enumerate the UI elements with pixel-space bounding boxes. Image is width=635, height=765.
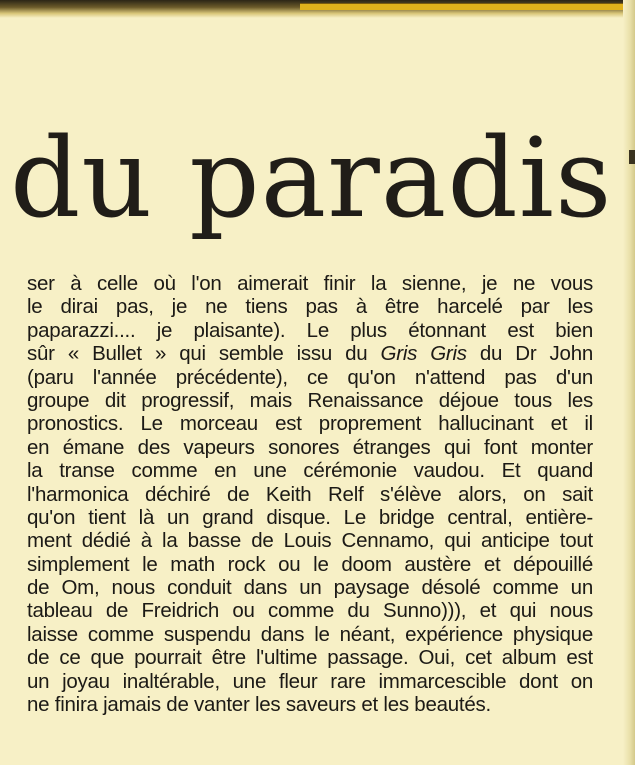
page-edge (623, 0, 635, 765)
article-line: qu'on tient là un grand disque. Le bridge central, entière- (27, 505, 593, 529)
article-line: paparazzi.... je plaisante). Le plus étonnant est bien (27, 318, 593, 342)
article-line: laisse comme suspendu dans le néant, expérience physique (27, 622, 593, 646)
edge-mark (629, 150, 635, 164)
article-line: de Om, nous conduit dans un paysage désolé comme un (27, 576, 593, 600)
article-line: (paru l'année précédente), ce qu'on n'attend pas d'un (27, 365, 593, 389)
album-title: Gris Gris (380, 342, 467, 366)
article-line: groupe dit progressif, mais Renaissance déjoue tous les (27, 388, 593, 412)
article-line: le dirai pas, je ne tiens pas à être harcelé par les (27, 295, 593, 319)
article-line: ne finira jamais de vanter les saveurs et les beautés. (27, 693, 491, 717)
article-line: ment dédié à la basse de Louis Cennamo, qui anticipe tout (27, 529, 593, 553)
article-line (27, 342, 593, 365)
headline: du paradis (10, 114, 613, 242)
article-line-text: sûr « Bullet » qui semble issu du (27, 342, 381, 366)
article-line: pronostics. Le morceau est proprement hallucinant et il (27, 412, 593, 436)
article-line-text: du Dr John (466, 342, 593, 366)
article-line: un joyau inaltérable, une fleur rare immarcescible dont on (27, 669, 593, 693)
article-line: simplement le math rock ou le doom austère et dépouillé (27, 552, 593, 576)
top-rule (300, 3, 635, 10)
article-body (27, 272, 593, 716)
article-line: ser à celle où l'on aimerait finir la sienne, je ne vous (27, 272, 593, 295)
article-line: l'harmonica déchiré de Keith Relf s'élève alors, on sait (27, 482, 593, 506)
article-line: de ce que pourrait être l'ultime passage. Oui, cet album est (27, 646, 593, 670)
article-line: la transe comme en une cérémonie vaudou. Et quand (27, 459, 593, 483)
article-line: tableau de Freidrich ou comme du Sunno))), et qui nous (27, 599, 593, 623)
article-line: en émane des vapeurs sonores étranges qui font monter (27, 435, 593, 459)
